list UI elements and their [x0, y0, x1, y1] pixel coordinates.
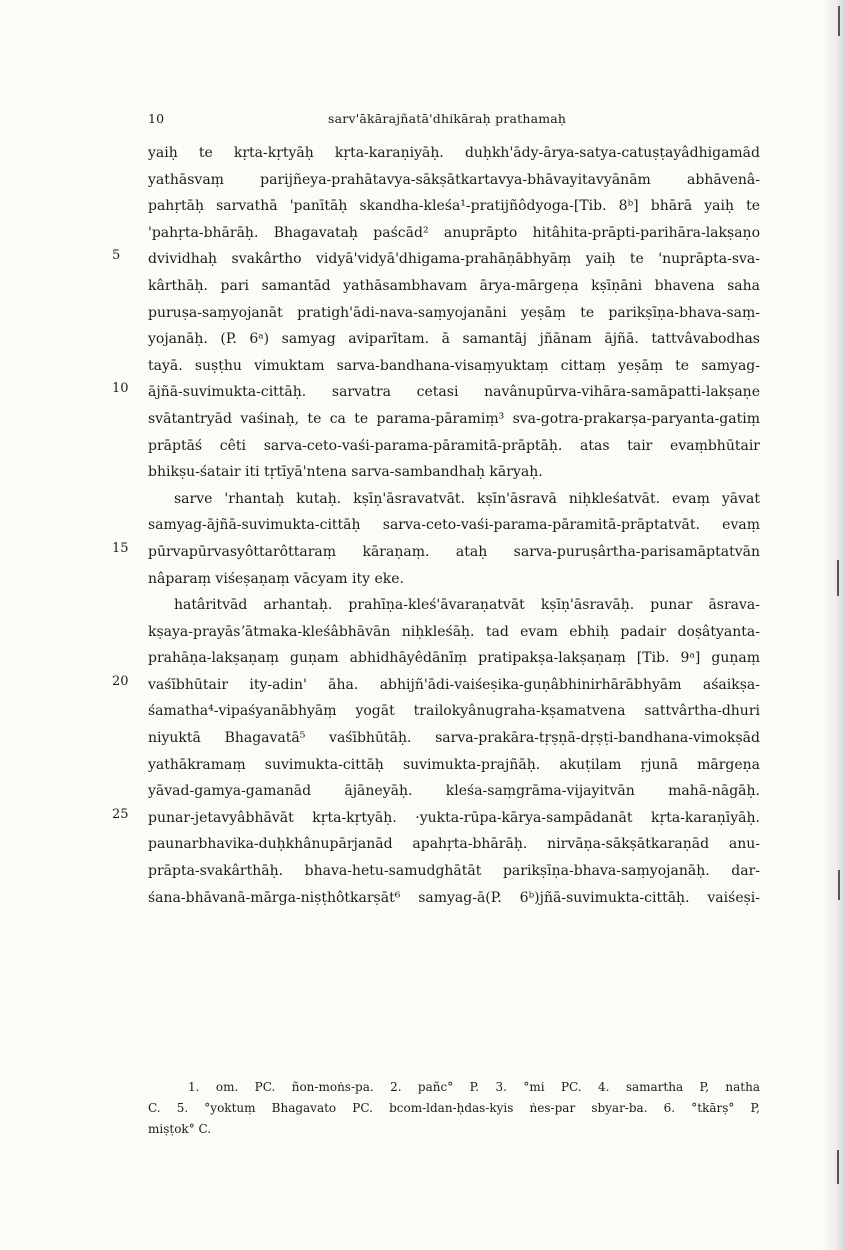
text-line: 'pahṛta-bhārāḥ. Bhagavataḥ paścād² anuprāpto hitâhita-prāpti-parihāra-lakṣaṇo [148, 224, 760, 241]
text-line: yaiḥ te kṛta-kṛtyāḥ kṛta-karaṇiyāḥ. duḥkh'ādy-ārya-satya-catuṣṭayâdhigamād [148, 145, 760, 161]
line-number: 5 [112, 248, 121, 263]
footnotes [148, 1077, 760, 1140]
text-line: yathāsvaṃ parijñeya-prahātavya-sākṣātkartavya-bhāvayitavyānām abhāvenâ- [148, 171, 760, 188]
line-number: 20 [112, 674, 129, 689]
text-line: śamatha⁴-vipaśyanābhyāṃ yogāt trailokyânugraha-kṣamatvena sattvârtha-dhuri [148, 703, 760, 720]
text-line: vaśībhūtair ity-adin' āha. abhijñ'ādi-vaiśeṣika-guṇâbhinirhārābhyām aśaikṣa- [148, 676, 760, 693]
text-line: svātantryād vaśinaḥ, te ca te parama-pāramiṃ³ sva-gotra-prakarṣa-paryanta-gatiṃ [148, 410, 760, 427]
text-line: paunarbhavika-duḥkhânupārjanād apahṛta-bhārāḥ. nirvāṇa-sākṣātkaraṇād anu- [148, 836, 760, 853]
line-number: 10 [112, 381, 129, 396]
edge-mark [837, 560, 839, 596]
text-line: samyag-ājñā-suvimukta-cittāḥ sarva-ceto-vaśi-parama-pāramitā-prāptatvāt. evaṃ [148, 517, 760, 534]
running-title: sarv'ākārajñatā'dhikāraḥ prathamaḥ [328, 111, 567, 126]
page-edge-shadow [823, 0, 845, 1250]
edge-mark [837, 1150, 839, 1184]
text-line: bhikṣu-śatair iti tṛtīyā'ntena sarva-sambandhaḥ kāryaḥ. [148, 464, 543, 481]
text-line: nâparaṃ viśeṣaṇaṃ vācyam ity eke. [148, 570, 404, 587]
page-number: 10 [148, 111, 165, 126]
text-line: hatâritvād arhantaḥ. prahīṇa-kleś'āvaraṇatvāt kṣīṇ'āsravāḥ. punar āsrava- [174, 597, 760, 614]
text-line: puruṣa-saṃyojanāt pratigh'ādi-nava-saṃyojanāni yeṣāṃ te parikṣīṇa-bhava-saṃ- [148, 304, 760, 321]
text-line: niyuktā Bhagavatā⁵ vaśībhūtāḥ. sarva-prakāra-tṛṣṇā-dṛṣṭi-bandhana-vimokṣād [148, 730, 760, 747]
text-line: yathākramaṃ suvimukta-cittāḥ suvimukta-prajñāḥ. akuṭilam ṛjunā mārgeṇa [148, 756, 760, 773]
body-text [148, 140, 760, 911]
text-line: dvividhaḥ svakârtho vidyā'vidyā'dhigama-prahāṇābhyāṃ yaiḥ te 'nuprāpta-sva- [148, 251, 760, 268]
text-line: punar-jetavyâbhāvāt kṛta-kṛtyāḥ. ·yukta-rūpa-kārya-sampādanāt kṛta-karaṇīyāḥ. [148, 809, 760, 826]
footnote-line: miṣṭok° C. [148, 1122, 212, 1136]
line-number: 15 [112, 541, 129, 556]
text-line: ājñā-suvimukta-cittāḥ. sarvatra cetasi navânupūrva-vihāra-samāpatti-lakṣaṇe [148, 384, 760, 401]
text-line: sarve 'rhantaḥ kutaḥ. kṣīṇ'āsravatvāt. kṣīn'āsravā niḥkleśatvāt. evaṃ yāvat [174, 490, 760, 507]
edge-mark [838, 870, 840, 900]
text-line: pūrvapūrvasyôttarôttaraṃ kāraṇaṃ. ataḥ sarva-puruṣârtha-parisamāptatvān [148, 543, 760, 560]
text-line: pahṛtāḥ sarvathā 'panītāḥ skandha-kleśa¹-pratijñôdyoga-[Tib. 8ᵇ] bhārā yaiḥ te [148, 198, 760, 215]
edge-mark [838, 6, 840, 36]
text-line: yāvad-gamya-gamanād ājāneyāḥ. kleśa-saṃgrāma-vijayitvān mahā-nāgāḥ. [148, 783, 760, 800]
text-line: yojanāḥ. (P. 6ᵃ) samyag aviparītam. ā samantāj jñānam ājñā. tattvâvabodhas [148, 331, 760, 348]
text-line: kṣaya-prayāsʼātmaka-kleśâbhāvān niḥkleśāḥ. tad evam ebhiḥ padair doṣâtyanta- [148, 623, 760, 640]
text-line: kârthāḥ. pari samantād yathāsambhavam ārya-mārgeṇa kṣīṇāni bhavena saha [148, 277, 760, 294]
text-line: prāpta-svakârthāḥ. bhava-hetu-samudghātāt parikṣīṇa-bhava-saṃyojanāḥ. dar- [148, 863, 760, 880]
text-line: prāptāś cêti sarva-ceto-vaśi-parama-pāramitā-prāptāḥ. atas tair evaṃbhūtair [148, 437, 760, 454]
text-line: śana-bhāvanā-mārga-niṣṭhôtkarṣāt⁶ samyag-ā(P. 6ᵇ)jñā-suvimukta-cittāḥ. vaiśeṣi- [148, 889, 760, 906]
footnote-line: C. 5. °yoktuṃ Bhagavato PC. bcom-ldan-ḥdas-kyis ṅes-par sbyar-ba. 6. °tkārṣ° P, [148, 1101, 760, 1115]
footnote-line: 1. om. PC. ñon-moṅs-pa. 2. pañc° P. 3. °mi PC. 4. samartha P, natha [188, 1080, 760, 1094]
line-number: 25 [112, 807, 129, 822]
text-line: tayā. suṣṭhu vimuktam sarva-bandhana-visaṃyuktaṃ cittaṃ yeṣāṃ te samyag- [148, 357, 760, 374]
text-line: prahāṇa-lakṣaṇaṃ guṇam abhidhāyêdānīṃ pratipakṣa-lakṣaṇaṃ [Tib. 9ᵃ] guṇaṃ [148, 650, 760, 667]
